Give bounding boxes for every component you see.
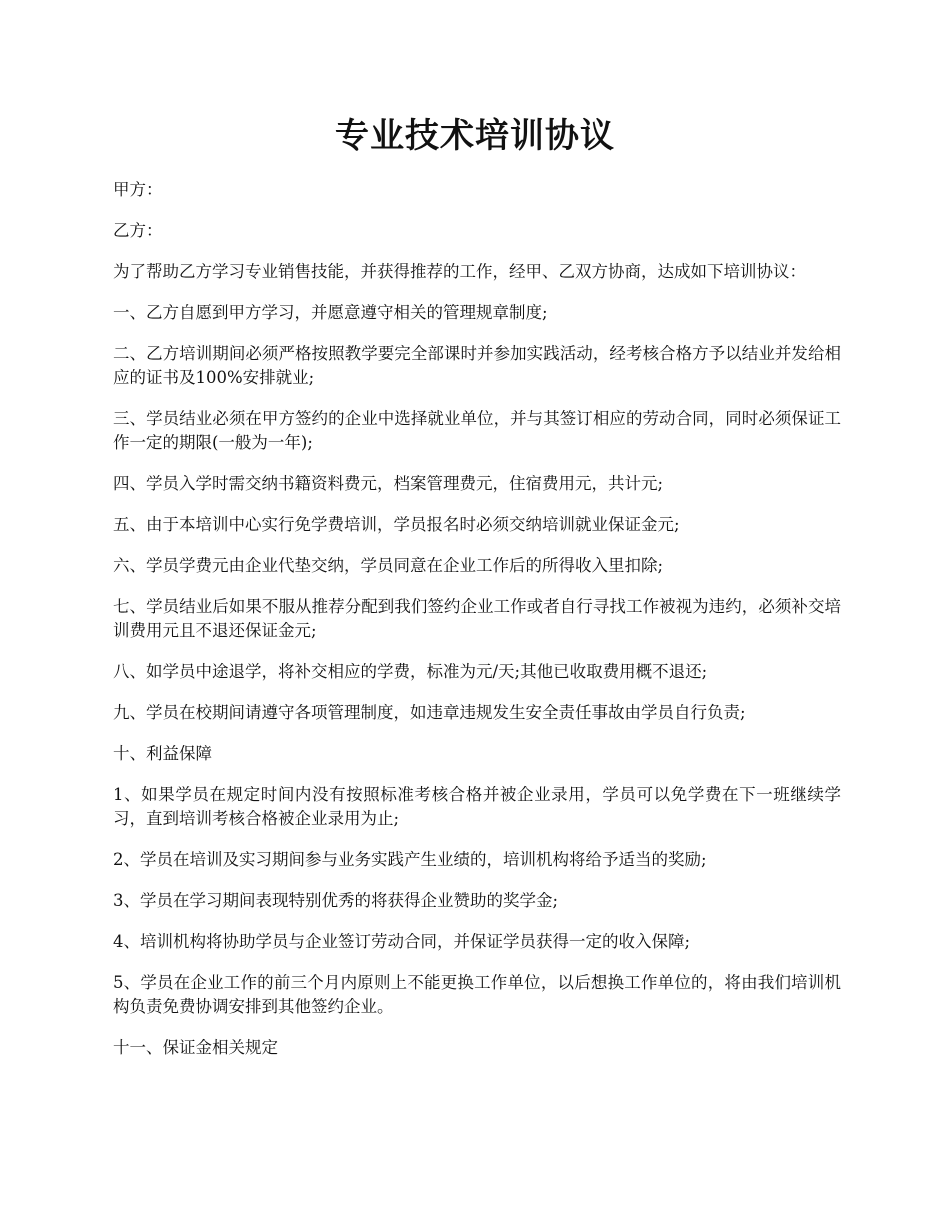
clause-5: 五、由于本培训中心实行免学费培训，学员报名时必须交纳培训就业保证金元; (113, 515, 680, 534)
benefit-item-5: 5、学员在企业工作的前三个月内原则上不能更换工作单位，以后想换工作单位的，将由我们培训机构负责免费协调安排到其他签约企业。 (113, 973, 841, 1016)
preamble-paragraph: 为了帮助乙方学习专业销售技能，并获得推荐的工作，经甲、乙双方协商，达成如下培训协议： (113, 262, 806, 281)
benefit-item-4: 4、培训机构将协助学员与企业签订劳动合同，并保证学员获得一定的收入保障; (113, 932, 691, 951)
clause-2: 二、乙方培训期间必须严格按照教学要完全部课时并参加实践活动，经考核合格方予以结业并发给相应的证书及100%安排就业; (113, 344, 841, 387)
clause-4: 四、学员入学时需交纳书籍资料费元，档案管理费元，住宿费用元，共计元; (113, 474, 664, 493)
clause-1: 一、乙方自愿到甲方学习，并愿意遵守相关的管理规章制度; (113, 303, 548, 322)
document-title: 专业技术培训协议 (335, 116, 615, 156)
party-a-line: 甲方： (113, 180, 163, 199)
clause-7: 七、学员结业后如果不服从推荐分配到我们签约企业工作或者自行寻找工作被视为违约，必须补交培训费用元且不退还保证金元; (113, 597, 841, 640)
benefit-item-2: 2、学员在培训及实习期间参与业务实践产生业绩的，培训机构将给予适当的奖励; (113, 850, 707, 869)
clause-3: 三、学员结业必须在甲方签约的企业中选择就业单位，并与其签订相应的劳动合同，同时必须保证工作一定的期限(一般为一年); (113, 409, 841, 452)
benefit-item-1: 1、如果学员在规定时间内没有按照标准考核合格并被企业录用，学员可以免学费在下一班继续学习，直到培训考核合格被企业录用为止; (113, 785, 841, 828)
clause-6: 六、学员学费元由企业代垫交纳，学员同意在企业工作后的所得收入里扣除; (113, 556, 664, 575)
benefit-item-3: 3、学员在学习期间表现特别优秀的将获得企业赞助的奖学金; (113, 891, 559, 910)
clause-9: 九、学员在校期间请遵守各项管理制度，如违章违规发生安全责任事故由学员自行负责; (113, 703, 746, 722)
party-b-line: 乙方： (113, 221, 163, 240)
document-body (113, 178, 841, 1077)
clause-8: 八、如学员中途退学，将补交相应的学费，标准为元/天;其他已收取费用概不退还; (113, 662, 708, 681)
clause-10-heading: 十、利益保障 (113, 744, 212, 763)
clause-11-heading: 十一、保证金相关规定 (113, 1038, 278, 1057)
